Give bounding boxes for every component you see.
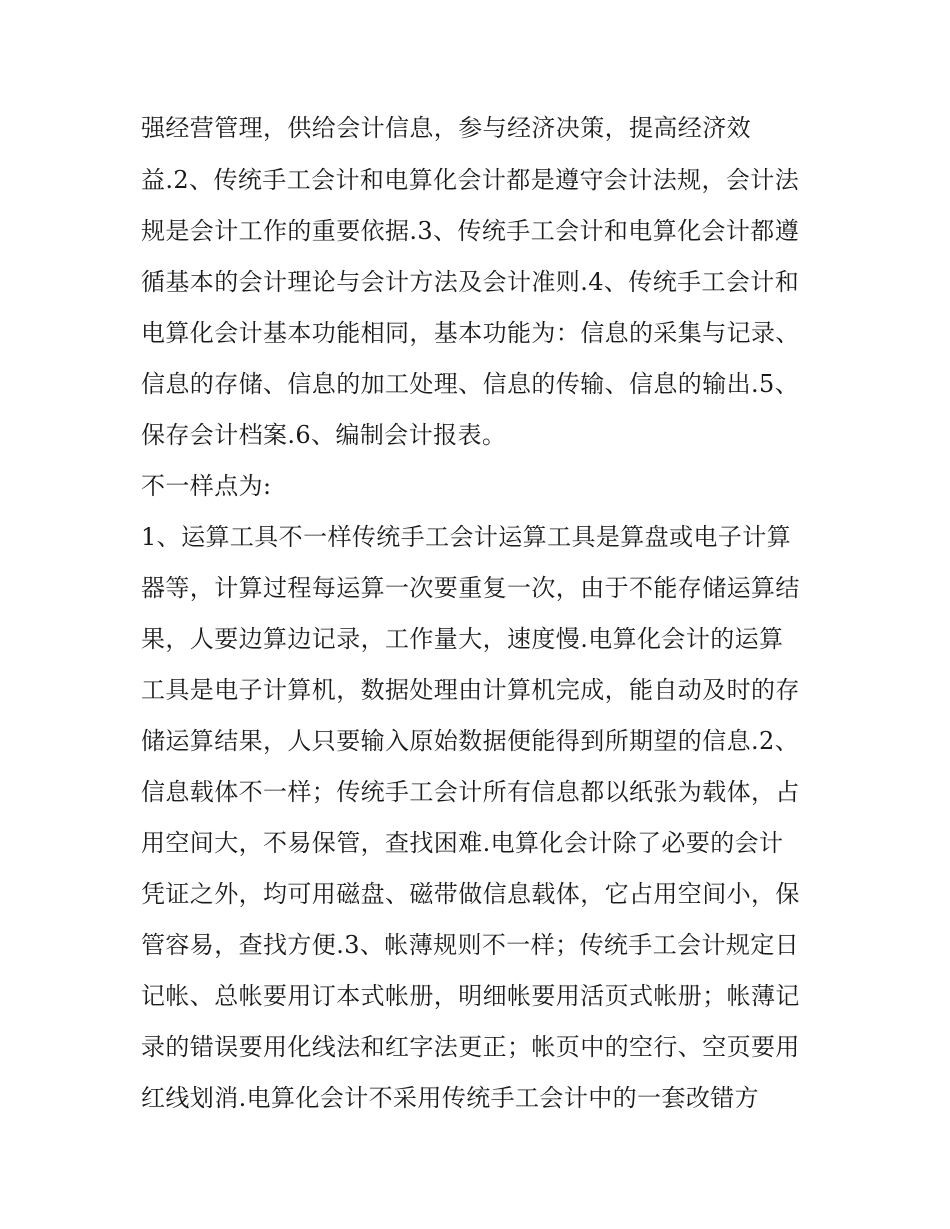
- text-line: 器等，计算过程每运算一次要重复一次，由于不能存储运算结: [141, 574, 800, 602]
- text-line: 1、运算工具不一样传统手工会计运算工具是算盘或电子计算: [141, 523, 792, 551]
- text-line: 记帐、总帐要用订本式帐册，明细帐要用活页式帐册；帐薄记: [141, 982, 800, 1010]
- section-heading: 不一样点为:: [141, 472, 272, 500]
- text-line: 循基本的会计理论与会计方法及会计准则.4、传统手工会计和: [141, 268, 800, 296]
- text-line: 保存会计档案.6、编制会计报表。: [141, 421, 507, 449]
- text-line: 用空间大，不易保管，查找困难.电算化会计除了必要的会计: [141, 829, 784, 857]
- text-line: 管容易，查找方便.3、帐薄规则不一样；传统手工会计规定日: [141, 931, 800, 959]
- text-line: 储运算结果，人只要输入原始数据便能得到所期望的信息.2、: [141, 727, 800, 755]
- text-line: 录的错误要用化线法和红字法更正；帐页中的空行、空页要用: [141, 1033, 800, 1061]
- text-line: 信息的存储、信息的加工处理、信息的传输、信息的输出.5、: [141, 370, 800, 398]
- text-line: 电算化会计基本功能相同，基本功能为：信息的采集与记录、: [141, 319, 800, 347]
- text-line: 信息载体不一样；传统手工会计所有信息都以纸张为载体，占: [141, 778, 800, 806]
- text-line: 工具是电子计算机，数据处理由计算机完成，能自动及时的存: [141, 676, 800, 704]
- text-line: 凭证之外，均可用磁盘、磁带做信息载体，它占用空间小，保: [141, 880, 800, 908]
- text-line: 果，人要边算边记录，工作量大，速度慢.电算化会计的运算: [141, 625, 784, 653]
- text-line: 规是会计工作的重要依据.3、传统手工会计和电算化会计都遵: [141, 217, 800, 245]
- text-line: 红线划消.电算化会计不采用传统手工会计中的一套改错方: [141, 1084, 760, 1112]
- text-line: 益.2、传统手工会计和电算化会计都是遵守会计法规，会计法: [141, 166, 800, 194]
- text-line: 强经营管理，供给会计信息，参与经济决策，提高经济效: [141, 114, 751, 142]
